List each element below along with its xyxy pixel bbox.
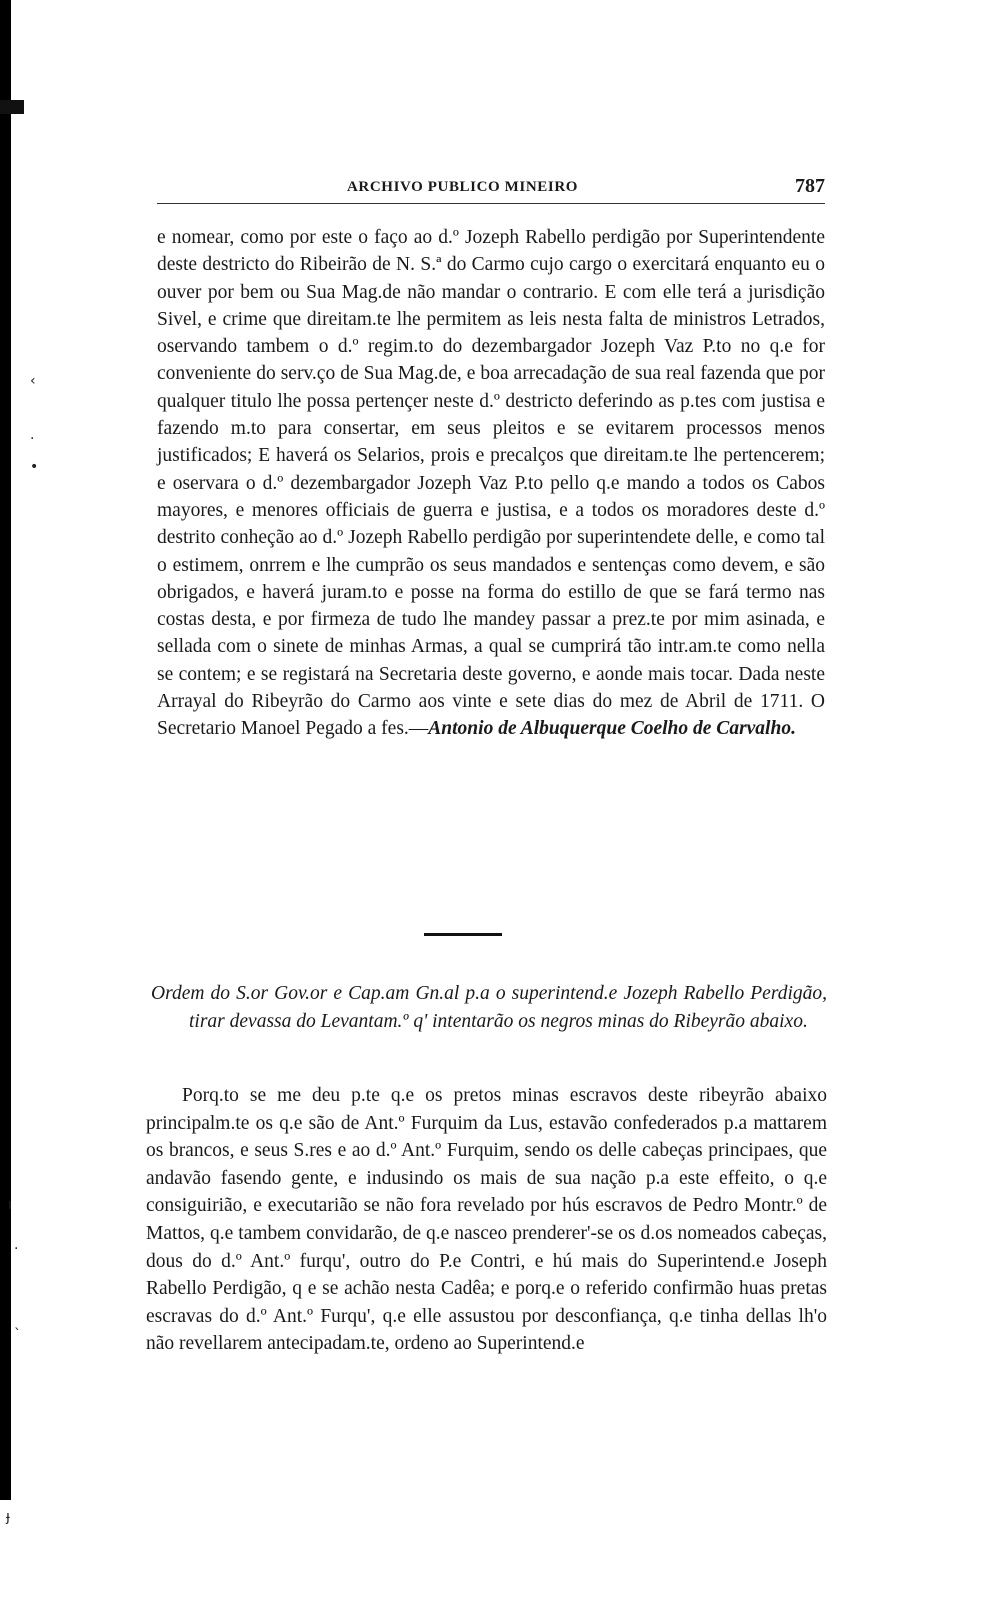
page-header <box>157 175 825 205</box>
margin-mark: • <box>30 459 39 475</box>
margin-mark: ɟ <box>6 1509 10 1525</box>
margin-mark: · <box>14 1241 19 1257</box>
margin-mark: ‹ <box>30 373 36 389</box>
page-number: 787 <box>795 175 825 197</box>
signature: Antonio de Albuquerque Coelho de Carvalho. <box>428 718 796 740</box>
body-paragraph-text: e nomear, como por este o faço ao d.º Jozeph Rabello perdigão por Superintendente deste destricto do Ribeirão de N. S.ª do Carmo cujo cargo o exercitará enquanto eu o ouver por bem ou Sua Mag.de não mandar o contrario. E com elle terá a jurisdição Sivel, e crime que direitam.te lhe permitem as leis nesta falta de ministros Letrados, oservando tambem o d.º regim.to do dezembargador Jozeph Vaz P.to no q.e for conveniente do serv.ço de Sua Mag.de, e boa arrecadação de sua real fazenda que por qualquer titulo lhe possa pertençer neste d.º destricto deferindo as p.tes com justisa e fazendo m.to para consertar, em seus pleitos e se evitarem processos menos justificados; E haverá os Selarios, prois e precalços que direitam.te lhe pertencerem; e oservara o d.º dezembargador Jozeph Vaz P.to pello q.e mando a todos os Cabos mayores, e menores officiais de guerra e justisa, e a todos os moradores deste d.º destrito conheção ao d.º Jozeph Rabello perdigão por superintendete delle, e como tal o estimem, onrrem e lhe cumprão os seus mandados e sentenças como devem, e são obrigados, e haverá juram.to e posse na forma do estillo de que se fará termo nas costas desta, e por firmeza de tudo lhe mandey passar a prez.te por mim asinada, e sellada com o sinete de minhas Armas, a qual se cumprirá tão intr.am.te como nella se contem; e se registará na Secretaria deste governo, e aonde mais tocar. Dada neste Arrayal do Ribeyrão do Carmo aos vinte e sete dias do mez de Abril de 1711. O Secretario Manoel Pegado a fes.— <box>157 227 825 740</box>
main-text-block <box>157 224 825 743</box>
page-edge-tab <box>0 100 24 114</box>
margin-mark: ` <box>14 1327 21 1343</box>
section-divider <box>424 933 502 936</box>
running-title: ARCHIVO PUBLICO MINEIRO <box>347 179 579 195</box>
order-text-block <box>146 1082 827 1358</box>
header-rule <box>157 203 825 204</box>
body-paragraph <box>157 224 825 743</box>
order-paragraph: Porq.to se me deu p.te q.e os pretos minas escravos deste ribeyrão abaixo principalm.te os q.e são de Ant.º Furquim da Lus, estavão confederados p.a mattarem os brancos, e seus S.res e ao d.º Ant.º Furquim, sendo os delle cabeças principaes, que andavão fasendo gente, e indusindo os mais de sua nação p.a este effeito, o q.e consiguirião, e executarião se não fora revelado por hús escravos de Pedro Montr.º de Mattos, q.e tambem convidarão, de q.e nasceo prenderer'-se os d.os nomeados cabeças, dous do d.º Ant.º furqu', outro do P.e Contri, e hú mais do Superintend.e Joseph Rabello Perdigão, q e se achão nesta Cadêa; e porq.e o referido confirmão huas pretas escravas do d.º Ant.º Furqu', q.e elle assustou por desconfiança, q.e tinha dellas lh'o não revellarem antecipadam.te, ordeno ao Superintend.e <box>146 1085 827 1355</box>
page-edge-shadow <box>0 0 11 1500</box>
margin-mark: · <box>30 431 35 447</box>
margin-mark: ı <box>8 1197 12 1213</box>
order-heading: Ordem do S.or Gov.or e Cap.am Gn.al p.a o superintend.e Jozeph Rabello Perdigão, tirar devassa do Levantam.º q' intentarão os negros minas do Ribeyrão abaixo. <box>151 983 827 1032</box>
